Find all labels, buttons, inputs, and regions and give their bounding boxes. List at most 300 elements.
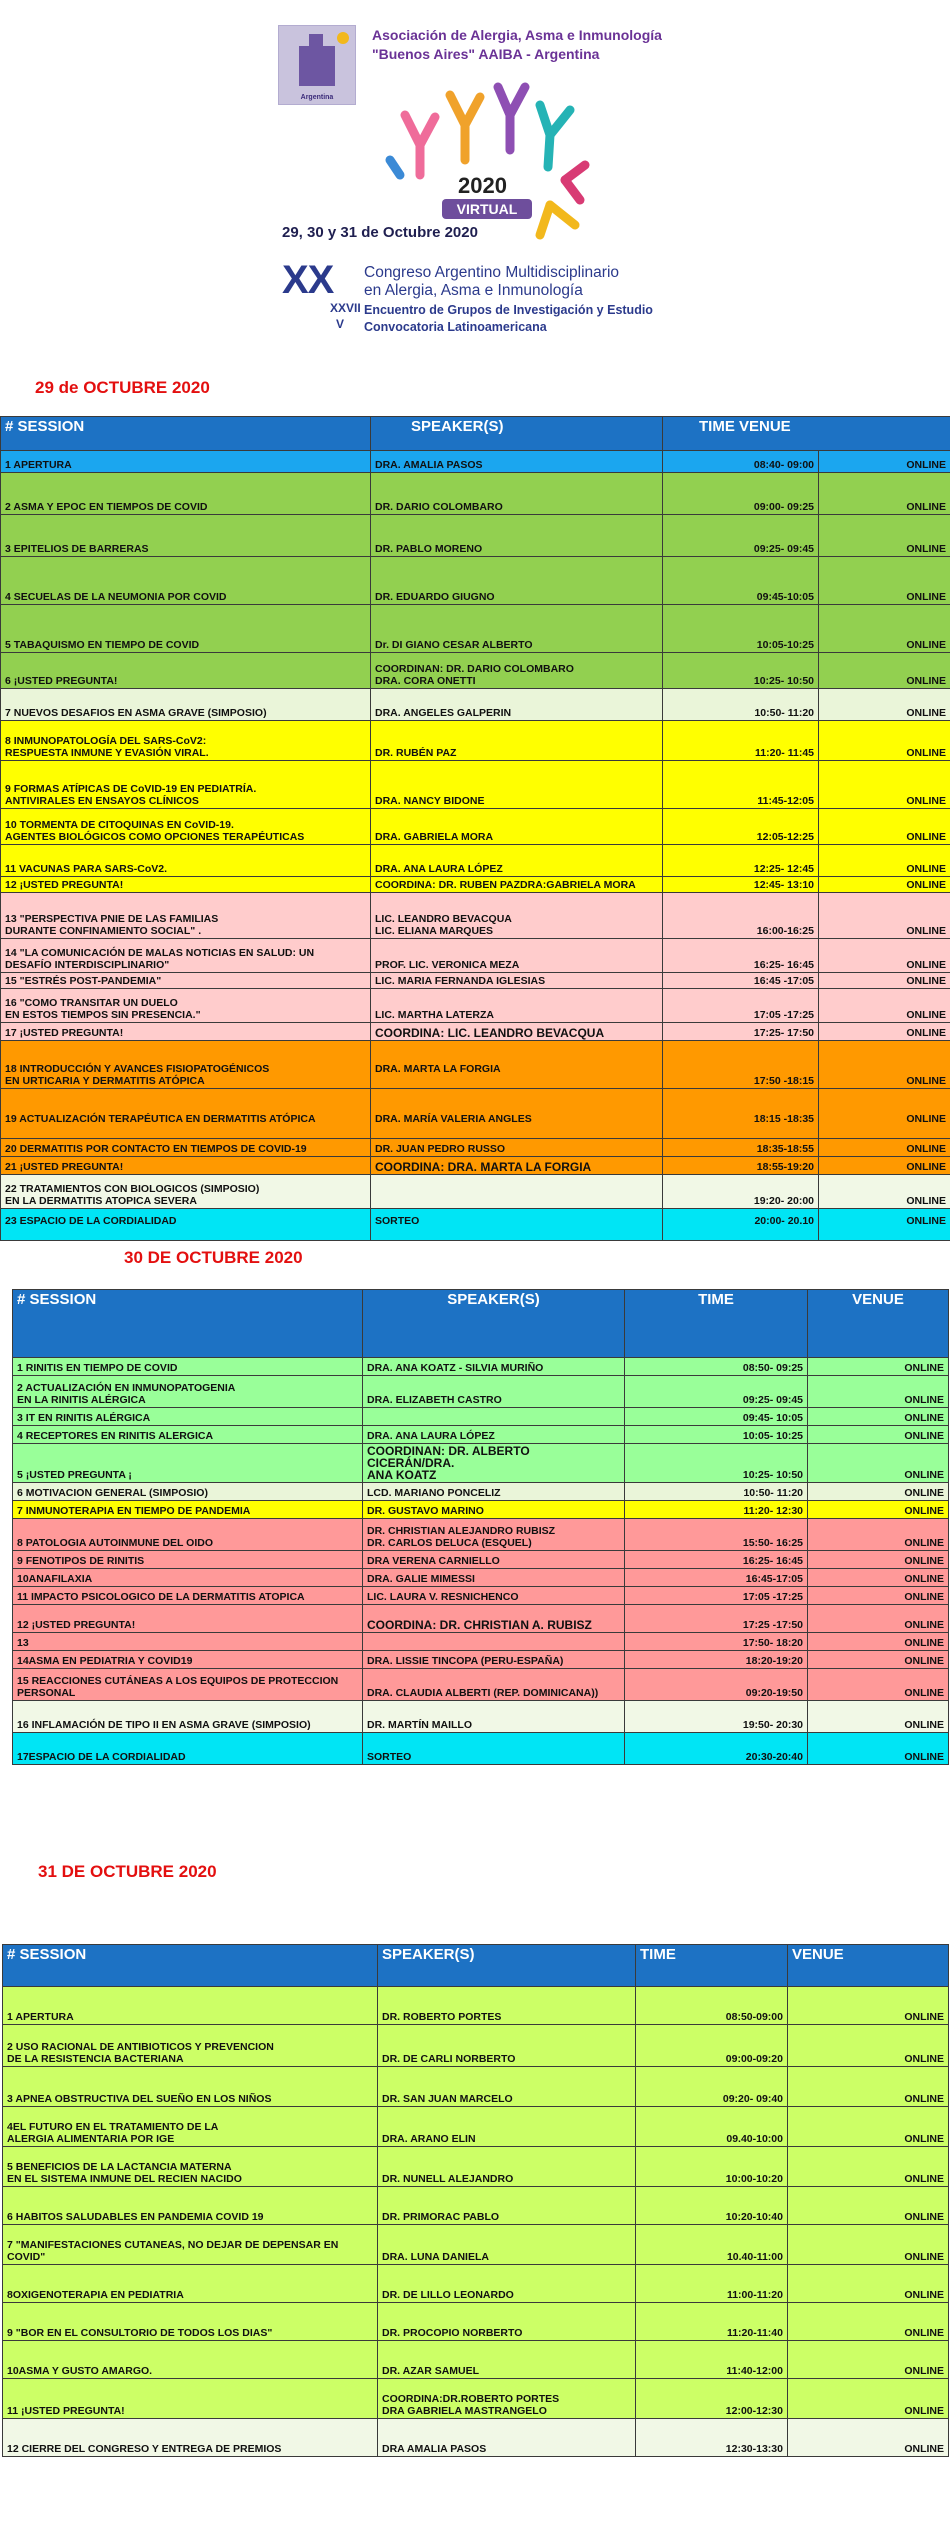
venue-cell-text: ONLINE bbox=[906, 1161, 946, 1173]
speaker-cell-text: DR. DARIO COLOMBARO bbox=[375, 501, 503, 513]
speaker-cell-text: DR. CHRISTIAN ALEJANDRO RUBISZ DR. CARLOS DELUCA (ESQUEL) bbox=[367, 1525, 556, 1549]
speaker-cell bbox=[371, 877, 663, 893]
speaker-cell bbox=[371, 605, 663, 653]
venue-cell bbox=[788, 2265, 949, 2303]
venue-cell bbox=[788, 2225, 949, 2265]
speaker-cell-text: DR. ROBERTO PORTES bbox=[382, 2011, 502, 2023]
speaker-cell bbox=[363, 1633, 625, 1651]
time-cell-text: 16:25- 16:45 bbox=[753, 959, 814, 971]
session-cell-text: 19 ACTUALIZACIÓN TERAPÉUTICA EN DERMATITIS ATÓPICA bbox=[5, 1113, 316, 1125]
venue-cell-text: ONLINE bbox=[904, 1362, 944, 1374]
time-cell-text: 16:00-16:25 bbox=[756, 925, 814, 937]
venue-cell-text: ONLINE bbox=[904, 1655, 944, 1667]
speaker-cell bbox=[371, 1175, 663, 1209]
session-cell bbox=[13, 1483, 363, 1501]
header-speakers: SPEAKER(S) bbox=[371, 417, 663, 451]
speaker-cell-text: Dr. DI GIANO CESAR ALBERTO bbox=[375, 639, 533, 651]
time-cell bbox=[625, 1651, 808, 1669]
time-cell-text: 09.40-10:00 bbox=[726, 2133, 783, 2145]
time-cell-text: 18:20-19:20 bbox=[745, 1655, 803, 1667]
session-cell bbox=[1, 1175, 371, 1209]
venue-cell bbox=[819, 605, 950, 653]
speaker-cell bbox=[371, 1023, 663, 1041]
congress-header bbox=[0, 0, 950, 350]
session-cell-text: 6 ¡USTED PREGUNTA! bbox=[5, 675, 118, 687]
session-cell-text: 5 ¡USTED PREGUNTA ¡ bbox=[17, 1469, 132, 1481]
venue-cell-text: ONLINE bbox=[904, 1469, 944, 1481]
sun-icon bbox=[337, 32, 349, 44]
time-cell-text: 16:45-17:05 bbox=[745, 1573, 803, 1585]
time-cell-text: 10:05- 10:25 bbox=[742, 1430, 803, 1442]
table-row bbox=[1, 689, 950, 721]
time-cell-text: 11:20- 11:45 bbox=[755, 747, 814, 759]
speaker-cell-text: LCD. MARIANO PONCELIZ bbox=[367, 1487, 501, 1499]
table-row bbox=[1, 1089, 950, 1139]
header-time: TIME bbox=[636, 1945, 788, 1987]
speaker-cell-text: DRA. MARÍA VALERIA ANGLES bbox=[375, 1113, 532, 1125]
session-cell-text: 1 APERTURA bbox=[5, 459, 72, 471]
table-row bbox=[13, 1669, 949, 1701]
table-row bbox=[1, 939, 950, 973]
speaker-cell bbox=[363, 1426, 625, 1444]
header-session: # SESSION bbox=[3, 1945, 378, 1987]
speaker-cell-text: DRA. ANA LAURA LÓPEZ bbox=[367, 1430, 495, 1442]
time-cell-text: 19:20- 20:00 bbox=[753, 1195, 814, 1207]
speaker-cell-text: LIC. MARTHA LATERZA bbox=[375, 1009, 494, 1021]
time-cell bbox=[636, 2187, 788, 2225]
table-row bbox=[1, 515, 950, 557]
session-cell bbox=[3, 2067, 378, 2107]
speaker-cell bbox=[363, 1605, 625, 1633]
session-cell bbox=[3, 2025, 378, 2067]
venue-cell-text: ONLINE bbox=[906, 1027, 946, 1039]
time-cell bbox=[625, 1376, 808, 1408]
session-cell-text: 8 INMUNOPATOLOGÍA DEL SARS-CoV2: RESPUESTA INMUNE Y EVASIÓN VIRAL. bbox=[5, 735, 209, 759]
speaker-cell bbox=[363, 1701, 625, 1733]
time-cell bbox=[663, 721, 819, 761]
speaker-cell-text: DRA. AMALIA PASOS bbox=[375, 459, 483, 471]
venue-cell bbox=[788, 2107, 949, 2147]
speaker-cell bbox=[363, 1376, 625, 1408]
venue-cell bbox=[788, 2379, 949, 2419]
table-row bbox=[1, 653, 950, 689]
session-cell bbox=[1, 1041, 371, 1089]
venue-cell-text: ONLINE bbox=[904, 2093, 944, 2105]
session-cell bbox=[3, 2147, 378, 2187]
session-cell bbox=[13, 1605, 363, 1633]
venue-cell bbox=[819, 973, 950, 989]
venue-cell-text: ONLINE bbox=[904, 1430, 944, 1442]
session-cell bbox=[3, 2419, 378, 2457]
time-cell-text: 16:25- 16:45 bbox=[742, 1555, 803, 1567]
speaker-cell-text: LIC. LAURA V. RESNICHENCO bbox=[367, 1591, 519, 1603]
time-cell bbox=[625, 1519, 808, 1551]
time-cell bbox=[663, 653, 819, 689]
venue-cell-text: ONLINE bbox=[906, 831, 946, 843]
time-cell-text: 09:20- 09:40 bbox=[722, 2093, 783, 2105]
venue-cell-text: ONLINE bbox=[904, 1487, 944, 1499]
venue-cell-text: ONLINE bbox=[906, 863, 946, 875]
time-cell bbox=[625, 1551, 808, 1569]
session-cell bbox=[1, 473, 371, 515]
session-cell-text: 23 ESPACIO DE LA CORDIALIDAD bbox=[5, 1215, 177, 1227]
time-cell bbox=[663, 473, 819, 515]
speaker-cell-text: DRA. ARANO ELIN bbox=[382, 2133, 476, 2145]
table-header bbox=[1, 417, 950, 451]
header-speakers: SPEAKER(S) bbox=[378, 1945, 636, 1987]
venue-cell-text: ONLINE bbox=[906, 1113, 946, 1125]
speaker-cell-text: COORDINA:DR.ROBERTO PORTES DRA GABRIELA MASTRANGELO bbox=[382, 2393, 560, 2417]
speaker-cell-text: LIC. MARIA FERNANDA IGLESIAS bbox=[375, 975, 546, 987]
session-cell bbox=[3, 1987, 378, 2025]
speaker-cell bbox=[371, 1089, 663, 1139]
venue-cell-text: ONLINE bbox=[904, 1751, 944, 1763]
venue-cell-text: ONLINE bbox=[906, 1009, 946, 1021]
venue-cell-text: ONLINE bbox=[904, 2211, 944, 2223]
time-cell bbox=[663, 605, 819, 653]
virtual-badge: VIRTUAL bbox=[456, 201, 518, 217]
venue-cell-text: ONLINE bbox=[906, 747, 946, 759]
time-cell-text: 17:05 -17:25 bbox=[742, 1591, 803, 1603]
association-line2: "Buenos Aires" AAIBA - Argentina bbox=[372, 46, 600, 62]
time-cell-text: 17:25 -17:50 bbox=[742, 1619, 803, 1631]
session-cell-text: 10ASMA Y GUSTO AMARGO. bbox=[7, 2365, 153, 2377]
congress-dates: 29, 30 y 31 de Octubre 2020 bbox=[282, 224, 478, 241]
venue-cell bbox=[808, 1633, 949, 1651]
time-cell-text: 10:05-10:25 bbox=[756, 639, 814, 651]
time-cell-text: 12:00-12:30 bbox=[725, 2405, 783, 2417]
session-cell-text: 20 DERMATITIS POR CONTACTO EN TIEMPOS DE COVID-19 bbox=[5, 1143, 307, 1155]
time-cell bbox=[625, 1501, 808, 1519]
speaker-cell-text: DRA. MARTA LA FORGIA bbox=[375, 1063, 501, 1075]
session-cell bbox=[1, 1139, 371, 1157]
venue-cell bbox=[819, 877, 950, 893]
venue-cell-text: ONLINE bbox=[904, 2251, 944, 2263]
session-cell-text: 9 "BOR EN EL CONSULTORIO DE TODOS LOS DIAS" bbox=[7, 2327, 273, 2339]
speaker-cell bbox=[371, 653, 663, 689]
session-cell bbox=[3, 2341, 378, 2379]
schedule-table-31 bbox=[2, 1944, 949, 2457]
time-cell bbox=[636, 1987, 788, 2025]
venue-cell-text: ONLINE bbox=[906, 1215, 946, 1227]
session-cell bbox=[1, 939, 371, 973]
time-cell bbox=[663, 1023, 819, 1041]
venue-cell-text: ONLINE bbox=[906, 795, 946, 807]
session-cell-text: 11 ¡USTED PREGUNTA! bbox=[7, 2405, 125, 2417]
session-cell-text: 2 USO RACIONAL DE ANTIBIOTICOS Y PREVENCION DE LA RESISTENCIA BACTERIANA bbox=[7, 2041, 274, 2065]
venue-cell bbox=[819, 845, 950, 877]
speaker-cell bbox=[378, 2379, 636, 2419]
table-row bbox=[13, 1701, 949, 1733]
venue-cell bbox=[808, 1701, 949, 1733]
venue-cell bbox=[819, 515, 950, 557]
header-venue: VENUE bbox=[788, 1945, 949, 1987]
association-line1: Asociación de Alergia, Asma e Inmunología bbox=[372, 27, 662, 43]
venue-cell bbox=[819, 1041, 950, 1089]
time-cell-text: 11:20-11:40 bbox=[726, 2327, 783, 2339]
speaker-cell-text: COORDINA: DR. RUBEN PAZDRA:GABRIELA MORA bbox=[375, 879, 636, 891]
session-cell bbox=[1, 557, 371, 605]
session-cell-text: 8 PATOLOGIA AUTOINMUNE DEL OIDO bbox=[17, 1537, 214, 1549]
session-cell-text: 10 TORMENTA DE CITOQUINAS EN CoVID-19. AGENTES BIOLÓGICOS COMO OPCIONES TERAPÉUTICAS bbox=[5, 819, 305, 843]
time-cell bbox=[636, 2265, 788, 2303]
speaker-cell bbox=[363, 1483, 625, 1501]
time-cell-text: 11:20- 12:30 bbox=[743, 1505, 803, 1517]
session-cell bbox=[13, 1651, 363, 1669]
time-cell bbox=[636, 2303, 788, 2341]
venue-cell bbox=[819, 1157, 950, 1175]
schedule-table-29 bbox=[0, 416, 950, 1241]
venue-cell-text: ONLINE bbox=[904, 1619, 944, 1631]
time-cell-text: 10:25- 10:50 bbox=[753, 675, 814, 687]
session-cell-text: 12 CIERRE DEL CONGRESO Y ENTREGA DE PREMIOS bbox=[7, 2443, 282, 2455]
venue-cell-text: ONLINE bbox=[904, 2443, 944, 2455]
time-cell-text: 10:50- 11:20 bbox=[743, 1487, 803, 1499]
table-row bbox=[3, 2067, 949, 2107]
session-cell-text: 5 BENEFICIOS DE LA LACTANCIA MATERNA EN EL SISTEMA INMUNE DEL RECIEN NACIDO bbox=[7, 2161, 242, 2185]
time-cell bbox=[663, 973, 819, 989]
session-cell bbox=[1, 893, 371, 939]
venue-cell-text: ONLINE bbox=[904, 2133, 944, 2145]
session-cell bbox=[13, 1519, 363, 1551]
day-title-30: 30 DE OCTUBRE 2020 bbox=[124, 1248, 303, 1267]
venue-cell bbox=[788, 2067, 949, 2107]
speaker-cell-text: DR. PROCOPIO NORBERTO bbox=[382, 2327, 523, 2339]
speaker-cell-text: SORTEO bbox=[375, 1215, 420, 1227]
table-row bbox=[1, 893, 950, 939]
session-cell-text: 16 "COMO TRANSITAR UN DUELO EN ESTOS TIEMPOS SIN PRESENCIA." bbox=[5, 997, 201, 1021]
table-row bbox=[1, 761, 950, 809]
speaker-cell bbox=[378, 2265, 636, 2303]
speaker-cell bbox=[363, 1444, 625, 1483]
session-cell-text: 18 INTRODUCCIÓN Y AVANCES FISIOPATOGÉNICOS EN URTICARIA Y DERMATITIS ATÓPICA bbox=[5, 1063, 270, 1087]
association-name bbox=[372, 26, 772, 64]
year-text: 2020 bbox=[458, 173, 507, 198]
venue-cell-text: ONLINE bbox=[904, 1555, 944, 1567]
venue-cell-text: ONLINE bbox=[904, 1505, 944, 1517]
venue-cell-text: ONLINE bbox=[906, 1143, 946, 1155]
table-row bbox=[3, 2419, 949, 2457]
speaker-cell-text: COORDINAN: DR. DARIO COLOMBARO DRA. CORA ONETTI bbox=[375, 663, 574, 687]
schedule-table-30 bbox=[12, 1289, 949, 1765]
venue-cell bbox=[788, 1987, 949, 2025]
venue-cell bbox=[819, 809, 950, 845]
time-cell bbox=[663, 557, 819, 605]
table-row bbox=[13, 1408, 949, 1426]
speaker-cell-text: COORDINA: DRA. MARTA LA FORGIA bbox=[375, 1160, 592, 1174]
session-cell bbox=[1, 689, 371, 721]
time-cell bbox=[663, 939, 819, 973]
speaker-cell-text: DR. AZAR SAMUEL bbox=[382, 2365, 480, 2377]
venue-cell-text: ONLINE bbox=[904, 2327, 944, 2339]
speaker-cell bbox=[371, 515, 663, 557]
session-cell bbox=[13, 1551, 363, 1569]
speaker-cell-text: DRA. NANCY BIDONE bbox=[375, 795, 485, 807]
time-cell-text: 10:20-10:40 bbox=[725, 2211, 783, 2223]
speaker-cell-text: DR. GUSTAVO MARINO bbox=[367, 1505, 484, 1517]
session-cell-text: 2 ACTUALIZACIÓN EN INMUNOPATOGENIA EN LA RINITIS ALÉRGICA bbox=[17, 1382, 236, 1406]
session-cell bbox=[13, 1426, 363, 1444]
venue-cell-text: ONLINE bbox=[904, 2011, 944, 2023]
time-cell bbox=[663, 1041, 819, 1089]
table-row bbox=[3, 2147, 949, 2187]
table-row bbox=[1, 877, 950, 893]
session-cell-text: 16 INFLAMACIÓN DE TIPO II EN ASMA GRAVE (SIMPOSIO) bbox=[17, 1719, 311, 1731]
time-cell-text: 18:35-18:55 bbox=[756, 1143, 814, 1155]
venue-cell-text: ONLINE bbox=[906, 925, 946, 937]
speaker-cell-text: DRA. GABRIELA MORA bbox=[375, 831, 494, 843]
venue-cell bbox=[819, 761, 950, 809]
speaker-cell-text: COORDINA: DR. CHRISTIAN A. RUBISZ bbox=[367, 1618, 592, 1632]
table-row bbox=[13, 1519, 949, 1551]
session-cell-text: 9 FENOTIPOS DE RINITIS bbox=[17, 1555, 145, 1567]
table-row bbox=[3, 2225, 949, 2265]
session-cell bbox=[13, 1376, 363, 1408]
speaker-cell-text: DRA. LISSIE TINCOPA (PERU-ESPAÑA) bbox=[367, 1655, 564, 1667]
time-cell bbox=[625, 1701, 808, 1733]
time-cell bbox=[663, 845, 819, 877]
venue-cell bbox=[819, 893, 950, 939]
time-cell-text: 10.40-11:00 bbox=[726, 2251, 783, 2263]
time-cell-text: 11:00-11:20 bbox=[726, 2289, 783, 2301]
time-cell-text: 09:45-10:05 bbox=[756, 591, 814, 603]
aaiba-logo bbox=[278, 25, 356, 105]
time-cell-text: 08:40- 09:00 bbox=[753, 459, 814, 471]
speaker-cell bbox=[371, 451, 663, 473]
venue-cell bbox=[819, 1023, 950, 1041]
time-cell bbox=[663, 1089, 819, 1139]
time-cell-text: 17:50- 18:20 bbox=[742, 1637, 803, 1649]
session-cell bbox=[1, 451, 371, 473]
speaker-cell bbox=[363, 1733, 625, 1765]
day-title-29: 29 de OCTUBRE 2020 bbox=[35, 378, 210, 397]
venue-cell-text: ONLINE bbox=[904, 1687, 944, 1699]
time-cell-text: 16:45 -17:05 bbox=[753, 975, 814, 987]
speaker-cell-text: DR. PRIMORAC PABLO bbox=[382, 2211, 500, 2223]
session-cell-text: 15 REACCIONES CUTÁNEAS A LOS EQUIPOS DE PROTECCION PERSONAL bbox=[17, 1675, 339, 1699]
session-cell-text: 6 HABITOS SALUDABLES EN PANDEMIA COVID 19 bbox=[7, 2211, 264, 2223]
table-row bbox=[13, 1587, 949, 1605]
venue-cell bbox=[788, 2187, 949, 2225]
time-cell-text: 09:45- 10:05 bbox=[742, 1412, 803, 1424]
venue-cell-text: ONLINE bbox=[906, 959, 946, 971]
table-row bbox=[13, 1501, 949, 1519]
speaker-cell-text: SORTEO bbox=[367, 1751, 412, 1763]
venue-cell-text: ONLINE bbox=[906, 707, 946, 719]
time-cell bbox=[663, 1209, 819, 1241]
time-cell-text: 09:25- 09:45 bbox=[753, 543, 814, 555]
venue-cell-text: ONLINE bbox=[904, 1591, 944, 1603]
speaker-cell-text: DRA AMALIA PASOS bbox=[382, 2443, 487, 2455]
time-cell-text: 17:50 -18:15 bbox=[753, 1075, 814, 1087]
session-cell-text: 9 FORMAS ATÍPICAS DE CoVID-19 EN PEDIATRÍA. ANTIVIRALES EN ENSAYOS CLÍNICOS bbox=[5, 783, 257, 807]
venue-cell bbox=[819, 989, 950, 1023]
session-cell-text: 11 VACUNAS PARA SARS-CoV2. bbox=[5, 863, 168, 875]
venue-cell bbox=[788, 2341, 949, 2379]
venue-cell-text: ONLINE bbox=[904, 1537, 944, 1549]
venue-cell bbox=[808, 1444, 949, 1483]
table-row bbox=[13, 1376, 949, 1408]
session-cell-text: 14 "LA COMUNICACIÓN DE MALAS NOTICIAS EN SALUD: UN DESAFÍO INTERDISCIPLINARIO" bbox=[5, 947, 315, 971]
venue-cell bbox=[808, 1501, 949, 1519]
speaker-cell bbox=[371, 973, 663, 989]
time-cell bbox=[663, 1139, 819, 1157]
time-cell bbox=[663, 989, 819, 1023]
time-cell-text: 09:20-19:50 bbox=[745, 1687, 803, 1699]
speaker-cell-text: COORDINA: LIC. LEANDRO BEVACQUA bbox=[375, 1026, 605, 1040]
session-cell bbox=[1, 845, 371, 877]
edition-sub: XXVII V bbox=[330, 301, 361, 331]
speaker-cell-text: LIC. LEANDRO BEVACQUA LIC. ELIANA MARQUES bbox=[375, 913, 512, 937]
venue-cell bbox=[808, 1483, 949, 1501]
venue-cell bbox=[808, 1519, 949, 1551]
session-cell bbox=[1, 1023, 371, 1041]
session-cell-text: 17 ¡USTED PREGUNTA! bbox=[5, 1027, 124, 1039]
session-cell-text: 12 ¡USTED PREGUNTA! bbox=[5, 879, 124, 891]
time-cell bbox=[625, 1569, 808, 1587]
header-session: # SESSION bbox=[13, 1290, 363, 1358]
session-cell bbox=[13, 1408, 363, 1426]
time-cell bbox=[625, 1605, 808, 1633]
session-cell bbox=[13, 1501, 363, 1519]
table-row bbox=[1, 973, 950, 989]
session-cell bbox=[1, 809, 371, 845]
time-cell bbox=[625, 1408, 808, 1426]
speaker-cell bbox=[363, 1651, 625, 1669]
speaker-cell-text: COORDINAN: DR. ALBERTO CICERÁN/DRA. ANA KOATZ bbox=[367, 1444, 530, 1482]
speaker-cell bbox=[363, 1408, 625, 1426]
time-cell bbox=[625, 1444, 808, 1483]
session-cell-text: 10ANAFILAXIA bbox=[17, 1573, 93, 1585]
time-cell-text: 08:50-09:00 bbox=[725, 2011, 783, 2023]
session-cell bbox=[13, 1569, 363, 1587]
speaker-cell bbox=[371, 721, 663, 761]
table-row bbox=[1, 473, 950, 515]
table-row bbox=[3, 2025, 949, 2067]
session-cell-text: 8OXIGENOTERAPIA EN PEDIATRIA bbox=[7, 2289, 184, 2301]
table-row bbox=[3, 2187, 949, 2225]
session-cell-text: 14ASMA EN PEDIATRIA Y COVID19 bbox=[17, 1655, 193, 1667]
time-cell-text: 18:15 -18:35 bbox=[753, 1113, 814, 1125]
table-row bbox=[3, 2341, 949, 2379]
session-cell-text: 1 APERTURA bbox=[7, 2011, 74, 2023]
time-cell bbox=[663, 515, 819, 557]
time-cell bbox=[636, 2067, 788, 2107]
time-cell bbox=[663, 877, 819, 893]
venue-cell-text: ONLINE bbox=[904, 1637, 944, 1649]
venue-cell bbox=[808, 1569, 949, 1587]
speaker-cell-text: DRA. ANA LAURA LÓPEZ bbox=[375, 863, 503, 875]
venue-cell-text: ONLINE bbox=[904, 2405, 944, 2417]
speaker-cell-text: DRA. ANGELES GALPERIN bbox=[375, 707, 512, 719]
speaker-cell bbox=[371, 893, 663, 939]
venue-cell bbox=[788, 2303, 949, 2341]
venue-cell-text: ONLINE bbox=[906, 591, 946, 603]
venue-cell bbox=[808, 1587, 949, 1605]
venue-cell-text: ONLINE bbox=[906, 459, 946, 471]
table-row bbox=[1, 809, 950, 845]
edition-number: XX bbox=[282, 258, 334, 302]
time-cell-text: 15:50- 16:25 bbox=[742, 1537, 803, 1549]
table-row bbox=[13, 1444, 949, 1483]
session-cell bbox=[3, 2265, 378, 2303]
speaker-cell bbox=[371, 1041, 663, 1089]
table-row bbox=[1, 845, 950, 877]
speaker-cell bbox=[371, 557, 663, 605]
session-cell-text: 5 TABAQUISMO EN TIEMPO DE COVID bbox=[5, 639, 200, 651]
time-cell bbox=[636, 2341, 788, 2379]
table-row bbox=[1, 989, 950, 1023]
